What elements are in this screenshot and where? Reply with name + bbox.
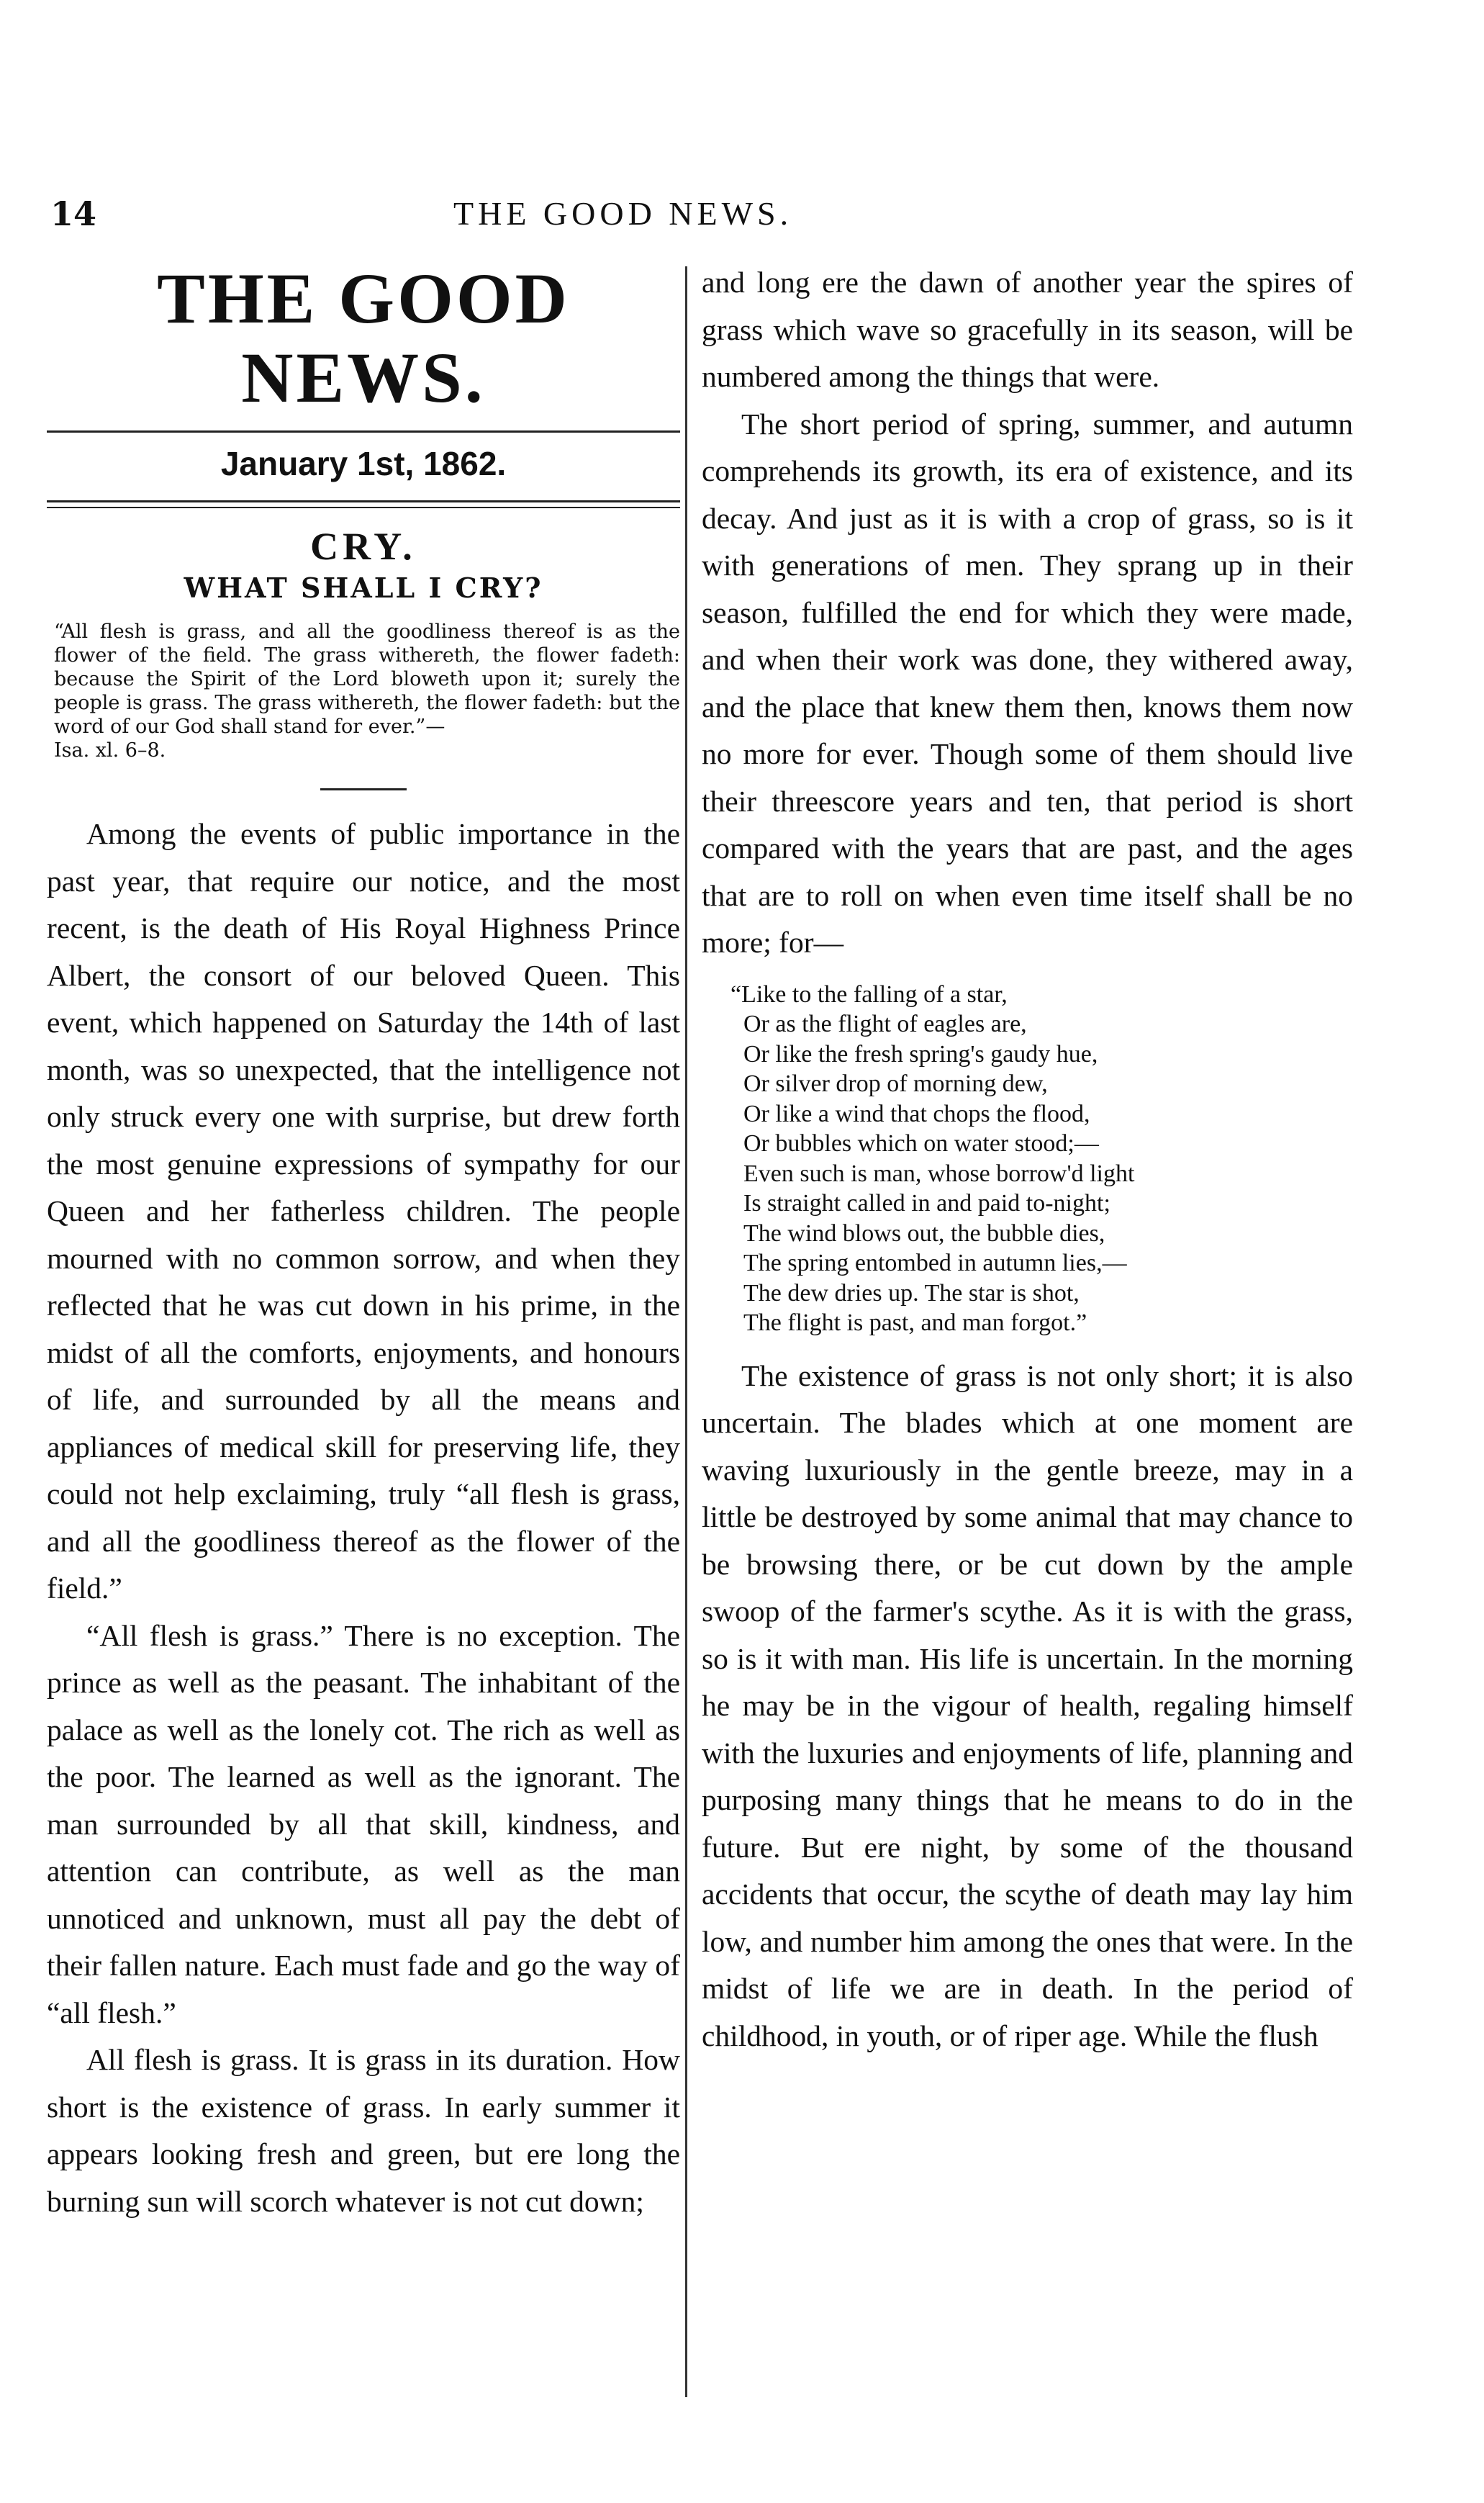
paragraph: “All flesh is grass.” There is no exception. The prince as well as the peasant. The inhabitant of the palace as well as the lonely cot. The rich as well as the poor. The learned as well as the ignorant. The man surrounded by all that skill, kindness, and attention can contribute, as well as the man unnoticed and unknown, must all pay the debt of their fallen nature. Each must fade and go the way of “all flesh.” [47, 1618, 680, 2029]
section-rule [320, 788, 407, 790]
dateline: January 1st, 1862. [220, 445, 507, 482]
masthead-title: THE GOOD NEWS. [157, 258, 570, 418]
poem-line: Or silver drop of morning dew, [743, 1070, 1048, 1097]
poem-line: “Like to the falling of a star, [730, 980, 1008, 1008]
paragraph: The short period of spring, summer, and autumn comprehends its growth, its era of existence, and its decay. And just as it is with a crop of grass, so is it with generations of men. They sprang up in their season, fulfilled the end for which they were made, and when their work was done, they withered away, and the place that knew them then, knows them now no more for ever. Though some of them should live their threescore years and ten, that period is short compared with the years that are past, and the ages that are to roll on when even time itself shall be no more; for— [702, 407, 1353, 959]
paragraph: and long ere the dawn of another year the spires of grass which wave so gracefully in its season, will be numbered among the things that were. [702, 266, 1353, 393]
epigraph [54, 620, 680, 762]
right-column [702, 259, 1353, 2060]
paragraph: Among the events of public importance in the past year, that require our notice, and the most recent, is the death of His Royal Highness Prince Albert, the consort of our beloved Queen. This event, which happened on Saturday the 14th of last month, was so unexpected, that the intelligence not only struck every one with surprise, but drew forth the most genuine expressions of sympathy for our Queen and her fatherless children. The people mourned with no common sorrow, and when they reflected that he was cut down in his prime, in the midst of all the comforts, enjoyments, and honours of life, and surrounded by all the means and appliances of medical skill for preserving life, they could not help exclaiming, truly “all flesh is grass, and all the goodliness thereof as the flower of the field.” [47, 817, 680, 1605]
left-column [47, 259, 680, 2225]
double-rule [47, 500, 680, 508]
paragraph: The existence of grass is not only short; it is also uncertain. The blades which at one moment are waving luxuriously in the gentle breeze, may in a little be destroyed by some animal that may chance to be browsing there, or be cut down by the ample swoop of the farmer's scythe. As it is with the grass, so is it with man. His life is uncertain. In the morning he may be in the vigour of health, regaling himself with the luxuries and enjoyments of life, planning and purposing many things that he means to do in the future. But ere night, by some of the thousand accidents that occur, the scythe of death may lay him low, and number him among the ones that were. In the midst of life we are in death. In the period of childhood, in youth, or of riper age. While the flush [702, 1358, 1353, 2052]
article-subtitle: WHAT SHALL I CRY? [184, 572, 543, 604]
paragraph: All flesh is grass. It is grass in its duration. How short is the existence of grass. In early summer it appears looking fresh and green, but ere long the burning sun will scorch whatever is not cut down; [47, 2043, 680, 2218]
poem-line: Or bubbles which on water stood;— [743, 1130, 1099, 1157]
running-title: THE GOOD NEWS. [453, 195, 793, 232]
poem-line: Or like a wind that chops the flood, [743, 1100, 1090, 1127]
poem-line: The flight is past, and man forgot.” [743, 1309, 1087, 1336]
poem-line: The dew dries up. The star is shot, [743, 1279, 1080, 1307]
poem-line: Or as the flight of eagles are, [743, 1011, 1027, 1037]
poem-line: Or like the fresh spring's gaudy hue, [743, 1040, 1098, 1068]
poem-line: Is straight called in and paid to-night; [743, 1190, 1110, 1217]
running-head [50, 194, 1382, 252]
epigraph-text: “All flesh is grass, and all the goodliness thereof is as the flower of the field. The grass withereth, the flower fadeth: because the Spirit of the Lord bloweth upon it; surely the people is grass. The grass withereth, the flower fadeth: but the word of our God shall stand for ever.”— [54, 621, 680, 738]
poem-line: Even such is man, whose borrow'd light [743, 1160, 1135, 1187]
page-number: 14 [50, 194, 97, 233]
poem-line: The wind blows out, the bubble dies, [743, 1219, 1105, 1247]
poem [730, 980, 1353, 1338]
column-divider [685, 266, 687, 2397]
poem-line: The spring entombed in autumn lies,— [743, 1250, 1127, 1276]
epigraph-reference: Isa. xl. 6–8. [54, 739, 166, 762]
masthead-rule [47, 430, 680, 433]
article-title: CRY. [310, 525, 417, 568]
